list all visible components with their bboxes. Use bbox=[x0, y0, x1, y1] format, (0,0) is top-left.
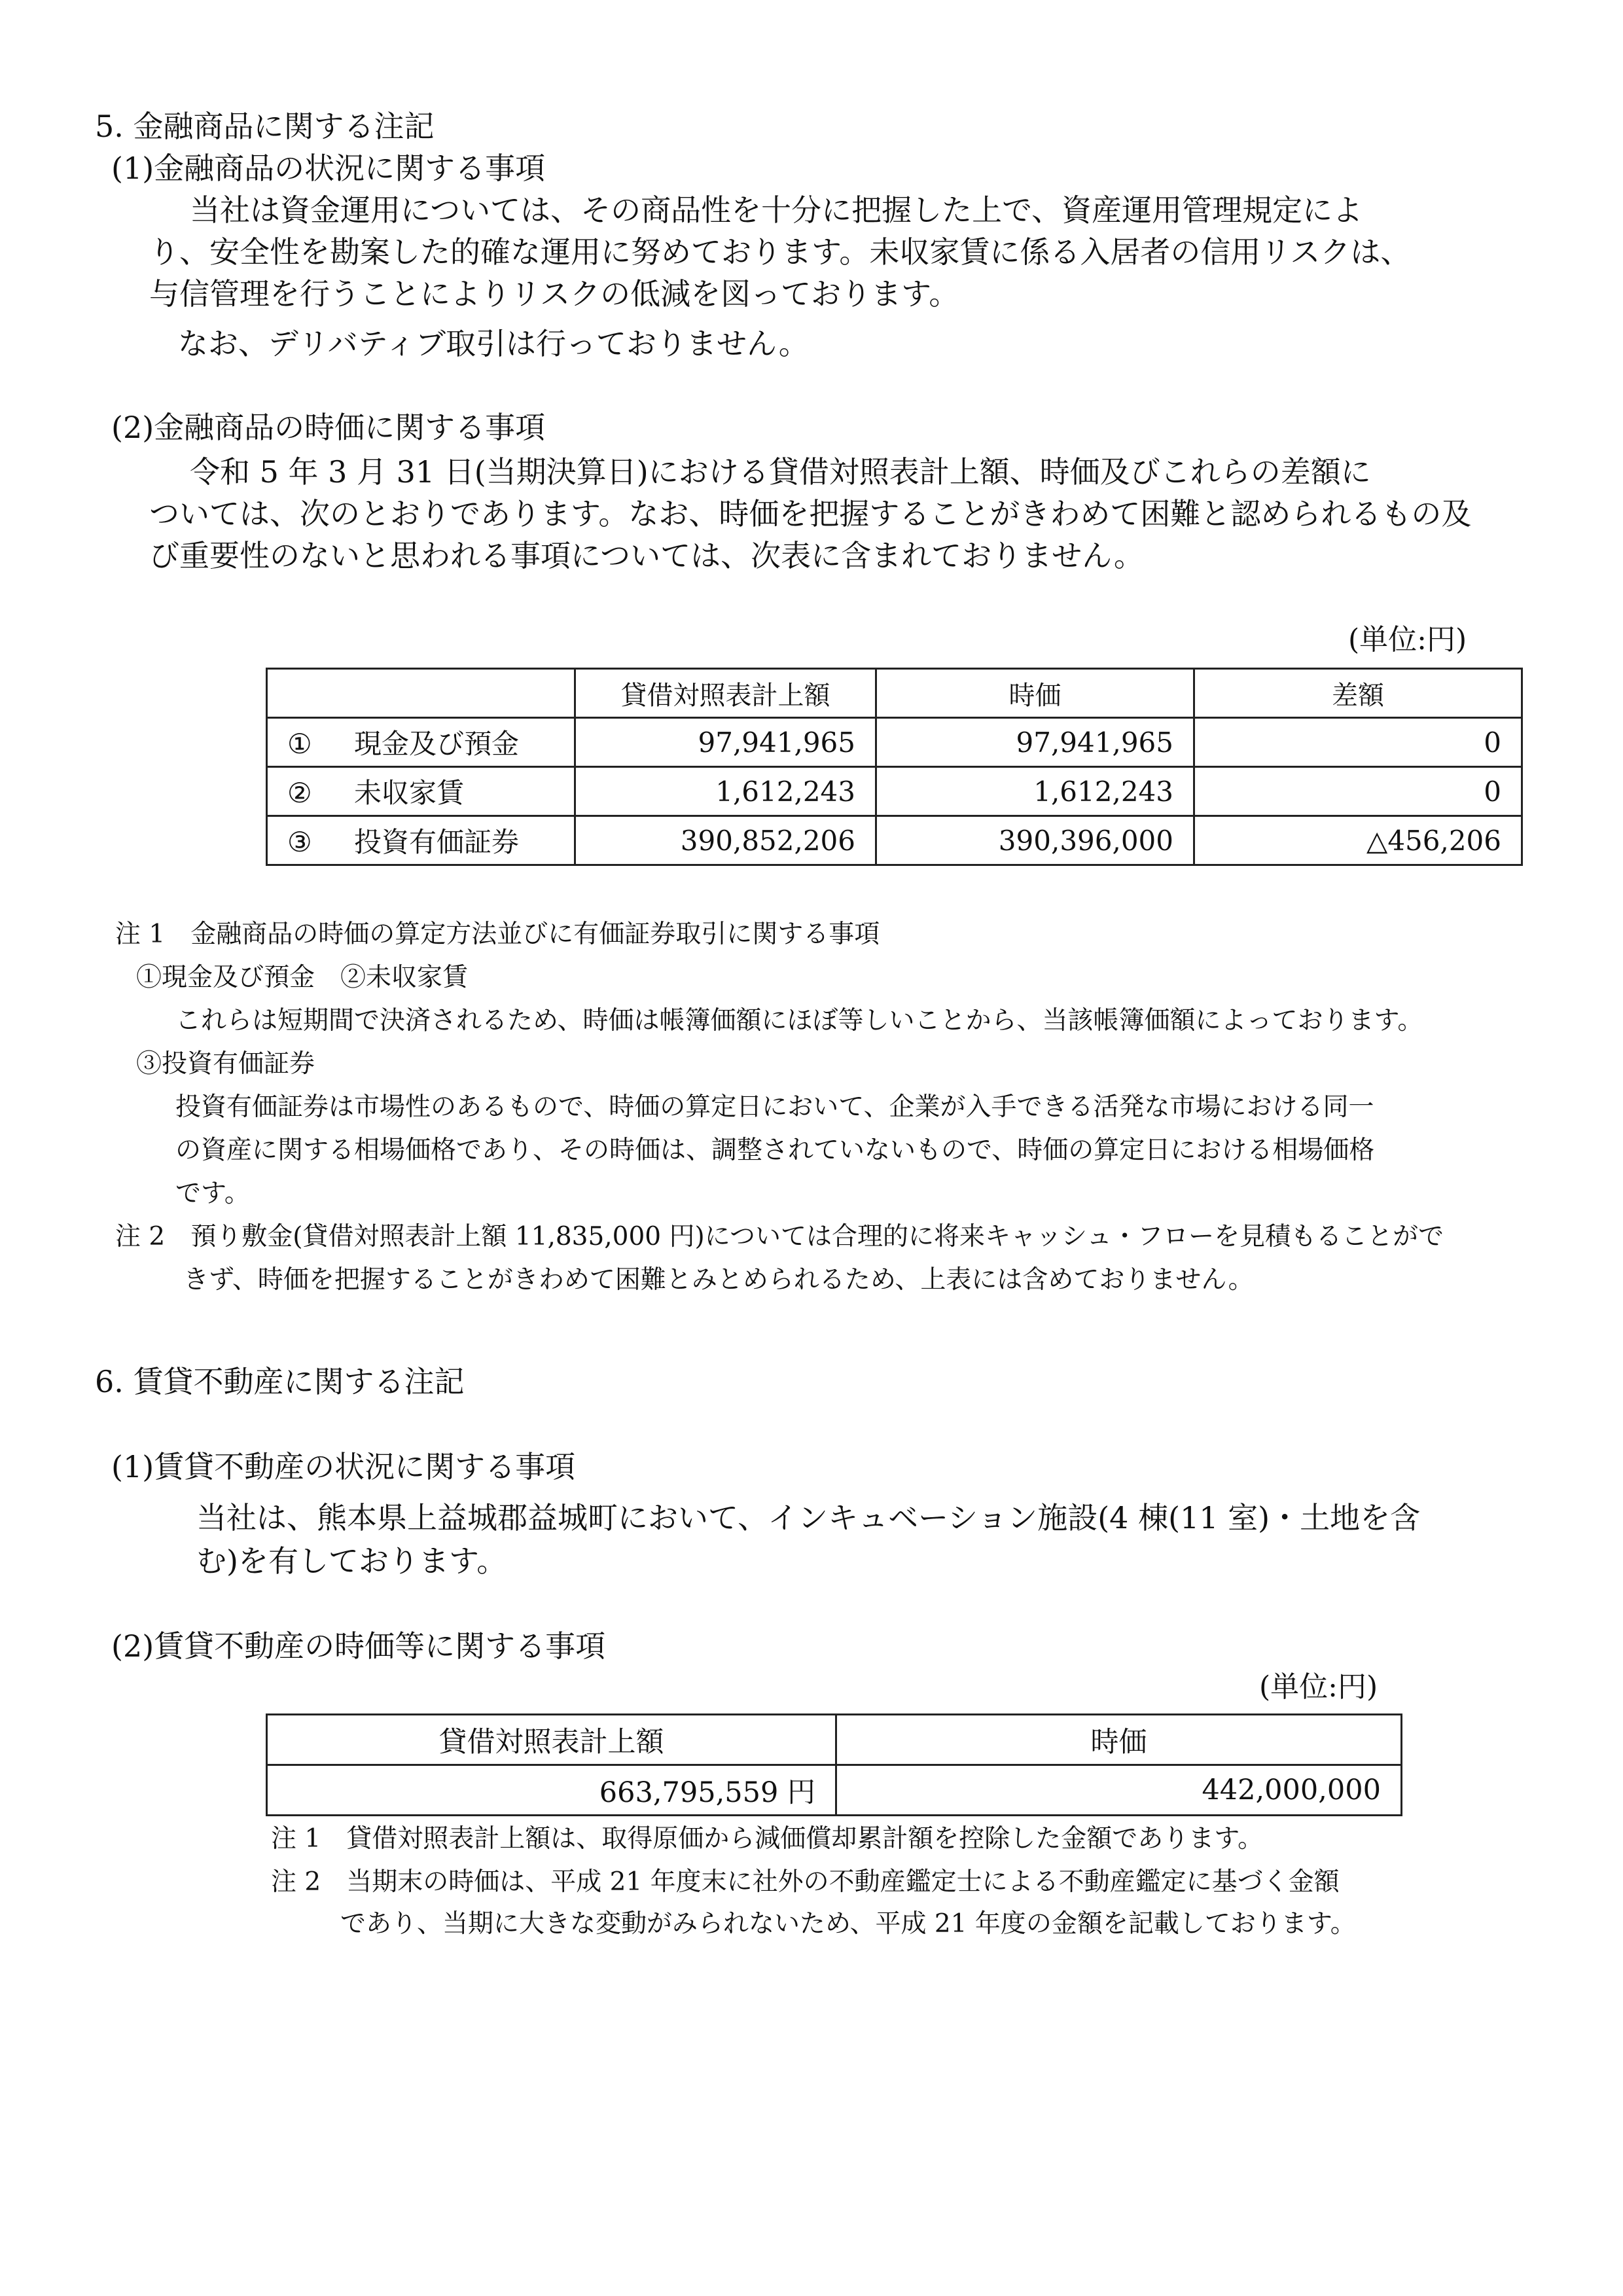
financial-instruments-table bbox=[266, 668, 1523, 866]
paragraph-line: び重要性のないと思われる事項については、次表に含まれておりません。 bbox=[149, 538, 1144, 573]
table-row bbox=[267, 1765, 1402, 1816]
paragraph-line: む)を有しております。 bbox=[196, 1543, 507, 1579]
fair-value-cell: 97,941,965 bbox=[876, 718, 1194, 767]
fair-value-cell: 390,396,000 bbox=[876, 816, 1194, 865]
note-line: これらは短期間で決済されるため、時価は帳簿価額にほぼ等しいことから、当該帳簿価額によっております。 bbox=[175, 1006, 1423, 1035]
note-line: 注 1 金融商品の時価の算定方法並びに有価証券取引に関する事項 bbox=[115, 920, 880, 949]
row-label bbox=[267, 816, 575, 865]
paragraph-line: 当社は資金運用については、その商品性を十分に把握した上で、資産運用管理規定によ bbox=[190, 192, 1363, 228]
difference-cell: 0 bbox=[1194, 718, 1522, 767]
row-label bbox=[267, 767, 575, 816]
unit-label: (単位:円) bbox=[1259, 1670, 1378, 1704]
row-symbol: ③ bbox=[287, 826, 312, 858]
difference-cell: 0 bbox=[1194, 767, 1522, 816]
note-line: の資産に関する相場価格であり、その時価は、調整されていないもので、時価の算定日における相場価格 bbox=[175, 1136, 1375, 1165]
unit-label: (単位:円) bbox=[1348, 623, 1467, 656]
table-row bbox=[267, 816, 1522, 865]
note-line: ①現金及び預金 ②未収家賃 bbox=[136, 963, 469, 992]
row-symbol: ② bbox=[287, 777, 312, 809]
note-line: です。 bbox=[175, 1179, 250, 1208]
table-row bbox=[267, 718, 1522, 767]
note-line: きず、時価を把握することがきわめて困難とみとめられるため、上表には含めておりません。 bbox=[183, 1265, 1254, 1295]
table-row bbox=[267, 767, 1522, 816]
paragraph-line: 与信管理を行うことによりリスクの低減を図っております。 bbox=[149, 276, 959, 312]
book-value-cell: 663,795,559 円 bbox=[267, 1765, 836, 1816]
rental-property-table bbox=[266, 1713, 1402, 1816]
table-header-cell: 貸借対照表計上額 bbox=[575, 669, 876, 718]
difference-cell: △456,206 bbox=[1194, 816, 1522, 865]
table-header-cell: 時価 bbox=[876, 669, 1194, 718]
book-value-cell: 1,612,243 bbox=[575, 767, 876, 816]
row-label bbox=[267, 718, 575, 767]
row-symbol: ① bbox=[287, 728, 312, 760]
fair-value-cell: 1,612,243 bbox=[876, 767, 1194, 816]
table-header-row bbox=[267, 669, 1522, 718]
row-name: 未収家賃 bbox=[354, 777, 465, 809]
table-header-cell: 時価 bbox=[836, 1715, 1402, 1765]
paragraph-line: ついては、次のとおりであります。なお、時価を把握することがきわめて困難と認められるもの及 bbox=[149, 496, 1472, 531]
section-5-2-heading: (2)金融商品の時価に関する事項 bbox=[111, 410, 546, 445]
table-header-cell: 差額 bbox=[1194, 669, 1522, 718]
paragraph-line: 当社は、熊本県上益城郡益城町において、インキュベーション施設(4 棟(11 室)・土地を含 bbox=[196, 1500, 1421, 1535]
book-value-cell: 97,941,965 bbox=[575, 718, 876, 767]
row-name: 投資有価証券 bbox=[354, 826, 520, 858]
section-6-2-heading: (2)賃貸不動産の時価等に関する事項 bbox=[111, 1628, 606, 1664]
note-line: であり、当期に大きな変動がみられないため、平成 21 年度の金額を記載しております。 bbox=[340, 1909, 1356, 1939]
book-value-cell: 390,852,206 bbox=[575, 816, 876, 865]
paragraph-line: 令和 5 年 3 月 31 日(当期決算日)における貸借対照表計上額、時価及びこれらの差額に bbox=[190, 454, 1371, 490]
section-6-heading: 6. 賃貸不動産に関する注記 bbox=[95, 1364, 465, 1399]
note-line: 注 2 当期末の時価は、平成 21 年度末に社外の不動産鑑定士による不動産鑑定に基づく金額 bbox=[271, 1867, 1340, 1897]
section-5-heading: 5. 金融商品に関する注記 bbox=[95, 109, 435, 144]
note-line: ③投資有価証券 bbox=[136, 1049, 315, 1079]
fair-value-cell: 442,000,000 bbox=[836, 1765, 1402, 1816]
note-line: 注 1 貸借対照表計上額は、取得原価から減価償却累計額を控除した金額であります。 bbox=[271, 1824, 1264, 1854]
table-header-cell bbox=[267, 669, 575, 718]
paragraph-line: なお、デリバティブ取引は行っておりません。 bbox=[178, 326, 809, 361]
table-header-row bbox=[267, 1715, 1402, 1765]
section-6-1-heading: (1)賃貸不動産の状況に関する事項 bbox=[111, 1449, 576, 1484]
section-5-1-heading: (1)金融商品の状況に関する事項 bbox=[111, 151, 546, 186]
note-line: 注 2 預り敷金(貸借対照表計上額 11,835,000 円)については合理的に将来キャッシュ・フローを見積もることがで bbox=[115, 1222, 1444, 1251]
paragraph-line: り、安全性を勘案した的確な運用に努めております。未収家賃に係る入居者の信用リスクは、 bbox=[149, 234, 1411, 270]
table-header-cell: 貸借対照表計上額 bbox=[267, 1715, 836, 1765]
note-line: 投資有価証券は市場性のあるもので、時価の算定日において、企業が入手できる活発な市場における同一 bbox=[175, 1092, 1374, 1122]
row-name: 現金及び預金 bbox=[354, 728, 520, 760]
